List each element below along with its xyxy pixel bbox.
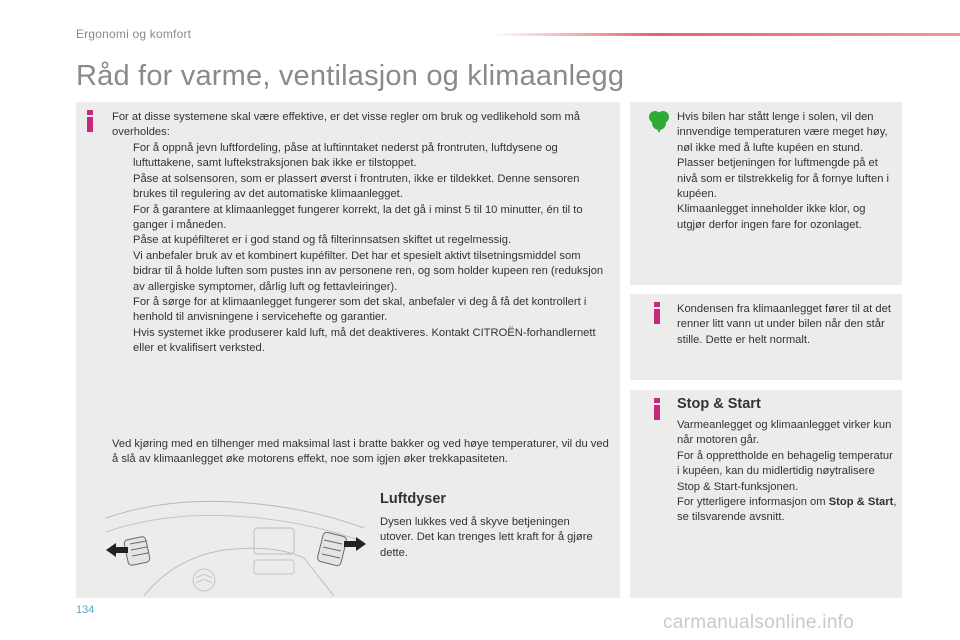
stop-start-bold-ref: Stop & Start <box>828 496 894 509</box>
list-item: For å oppnå jevn luftfordeling, påse at luftinntaket nederst på frontruten, luftdysene og luftuttakene, samt luftekstraksjonen bak ikke er tilstoppet. <box>133 142 558 170</box>
stop-start-text: Varmeanlegget og klimaanlegget virker kun når motoren går. For å opprettholde en behagelig temperatur i kupéen, kan du midlertidig nøytralisere Stop & Start-funksjonen. For ytterligere informasjon om Stop & Start, se tilsvarende avsnitt. <box>677 419 897 524</box>
maintenance-list <box>112 141 612 357</box>
list-item-extra: Vi anbefaler bruk av et kombinert kupéfilter. Det har et spesielt aktivt tilsetningsmiddel som bidrar til å holde luften som pustes inn av personene ren, og som holder kupeen ren (reduksjon av allergiske symptomer, dårlig luft og fettavleiringer). <box>133 249 604 293</box>
list-item: Påse at solsensoren, som er plassert øverst i frontruten, ikke er tildekket. Denne sensoren brukes til regulering av det automatiske klimaanlegget. <box>133 172 580 201</box>
list-item: Påse at kupéfilteret er i god stand og få filterinnsatsen skiftet ut regelmessig. Vi anbefaler bruk av et kombinert kupéfilter. Det har et spesielt aktivt tilsetningsmiddel som bidrar til å holde luften som pustes inn av personene ren, og som holder kupeen ren (reduksjon av allergiske symptomer, dårlig luft og fettavleiringer). <box>112 233 612 295</box>
info-icon <box>87 110 93 132</box>
tip-text: Hvis bilen har stått lenge i solen, vil den innvendige temperaturen være meget høy, nøl ikke med å lufte kupéen en stund. Plasser betjeningen for luftmengde på et nivå som er tilstrekkelig for å fornye luften i kupéen. Klimaanlegget inneholder ikke klor, og utgjør derfor ingen fare for ozonlaget. <box>677 111 890 231</box>
list-item: For å garantere at klimaanlegget fungerer korrekt, la det gå i minst 5 til 10 minutter, én til to ganger i måneden. <box>133 203 583 232</box>
trailer-towing-text: Ved kjøring med en tilhenger med maksimal last i bratte bakker og ved høye temperaturer, vil du ved å slå av klimaanlegget øke motorens effekt, noe som igjen øker trekkapasiteten. <box>112 438 609 466</box>
page-title: Råd for varme, ventilasjon og klimaanlegg <box>76 60 625 92</box>
luftdyser-heading: Luftdyser <box>380 491 447 507</box>
luftdyser-text: Dysen lukkes ved å skyve betjeningen utover. Det kan trenges lett kraft for å gjøre dette. <box>380 516 593 559</box>
watermark: carmanualsonline.info <box>663 612 855 633</box>
condensation-text: Kondensen fra klimaanlegget fører til at det renner litt vann ut under bilen når den står stille. Dette er helt normalt. <box>677 303 891 346</box>
list-item: For å sørge for at klimaanlegget fungerer som det skal, anbefaler vi deg å få det kontrollert i henhold til anvisningene i servicehefte og garantier. <box>133 296 587 324</box>
stop-start-heading: Stop & Start <box>677 396 761 412</box>
main-intro-text: For at disse systemene skal være effektive, er det visse regler om bruk og vedlikehold som må overholdes: <box>112 111 581 139</box>
air-vent-illustration <box>104 488 366 596</box>
info-icon <box>654 302 660 324</box>
list-item: Hvis systemet ikke produserer kald luft, må det deaktiveres. Kontakt CITROËN-forhandlernett eller et kvalifisert verksted. <box>133 326 596 355</box>
info-icon <box>654 398 660 420</box>
leaf-eco-icon <box>648 110 670 132</box>
section-header: Ergonomi og komfort <box>76 27 192 41</box>
header-accent-line <box>490 33 960 36</box>
page-number: 134 <box>76 604 95 616</box>
